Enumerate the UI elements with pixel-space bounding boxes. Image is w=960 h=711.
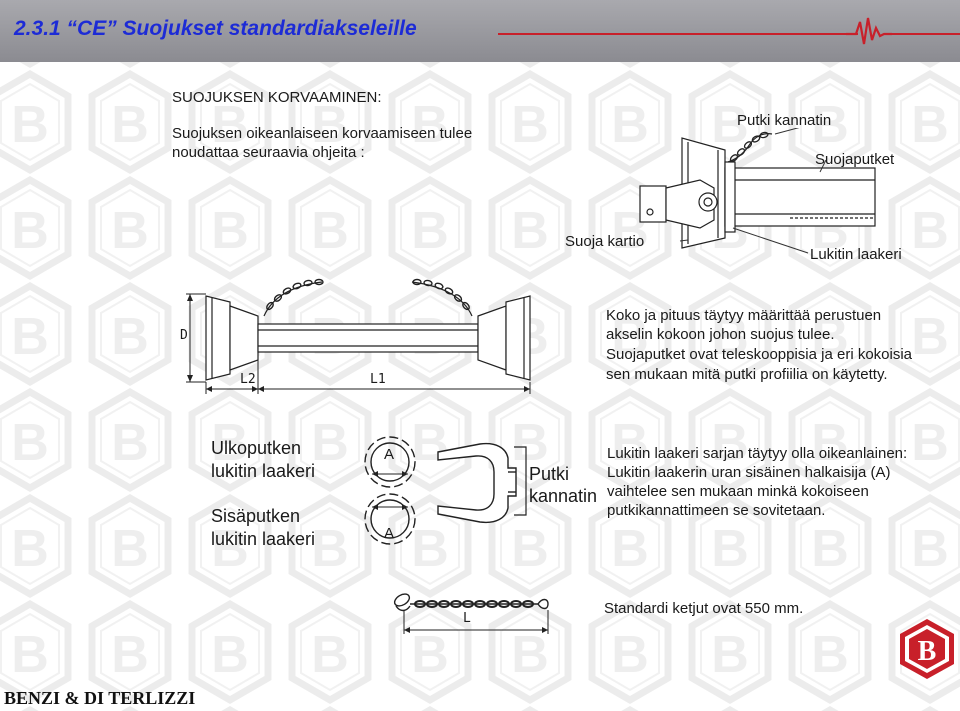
brand-logo <box>896 616 958 682</box>
chain-diagram <box>388 588 558 636</box>
title-bar <box>0 0 960 62</box>
brand-logo-letter: B <box>917 636 937 667</box>
intro-line-1: Suojuksen oikeanlaiseen korvaamiseen tulee <box>172 125 473 142</box>
heartbeat-icon <box>846 14 892 50</box>
label-putki: Putki <box>529 464 570 484</box>
page-title: 2.3.1 “CE” Suojukset standardiakseleille <box>14 17 417 40</box>
bearing-desc-line-2: Lukitin laakerin uran sisäinen halkaisija (A) <box>607 464 891 481</box>
guard-detail-diagram <box>630 128 880 258</box>
footer-company-name: BENZI & DI TERLIZZI <box>4 688 196 708</box>
outer-bearing-label-1: Ulkoputken <box>211 438 302 458</box>
shaft-text-line-2: akselin kokoon johon suojus tulee. <box>606 326 835 343</box>
inner-bearing-label-1: Sisäputken <box>211 506 301 526</box>
shaft-text-line-4: sen mukaan mitä putki profiilia on käytetty. <box>606 366 888 383</box>
title-accent-line-end <box>890 33 960 35</box>
chain-note: Standardi ketjut ovat 550 mm. <box>604 600 804 617</box>
shaft-text-line-1: Koko ja pituus täytyy määrittää perustuen <box>606 307 882 324</box>
chain-dim-label-l: L <box>463 611 471 626</box>
label-putki-kannatin: Putki kannatin <box>737 112 832 129</box>
shaft-text-line-3: Suojaputket ovat teleskooppisia ja eri kokoisia <box>606 346 913 363</box>
intro-line-2: noudattaa seuraavia ohjeita : <box>172 144 365 161</box>
shaft-guard-diagram <box>172 276 562 402</box>
dim-label-l2: L2 <box>240 372 256 387</box>
inner-bearing-label-2: lukitin laakeri <box>211 529 316 549</box>
outer-bearing-label-2: lukitin laakeri <box>211 461 316 481</box>
bearing-desc-line-4: putkikannattimeen se sovitetaan. <box>607 502 826 519</box>
label-suojaputket: Suojaputket <box>815 151 895 168</box>
dim-label-l1: L1 <box>370 372 386 387</box>
section-heading: SUOJUKSEN KORVAAMINEN: <box>172 89 382 106</box>
label-suoja-kartio: Suoja kartio <box>565 233 645 250</box>
label-lukitin-laakeri: Lukitin laakeri <box>810 246 902 263</box>
label-kannatin: kannatin <box>529 486 598 506</box>
ring-label-a-top: A <box>384 446 395 463</box>
ring-label-a-bottom: A <box>384 525 395 542</box>
bearing-desc-line-3: vaihtelee sen mukaan minkä kokoiseen <box>607 483 869 500</box>
dim-label-d: D <box>180 328 188 343</box>
bearing-desc-line-1: Lukitin laakeri sarjan täytyy olla oikeanlainen: <box>607 445 908 462</box>
title-accent-line <box>498 33 858 35</box>
